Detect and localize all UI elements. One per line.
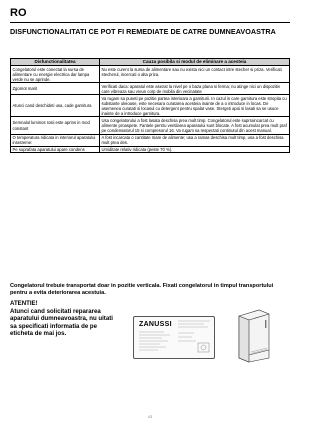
upright-freezer-illustration [235, 308, 271, 364]
solution-cell: A fost incarcata o cantitate mare de alimente; usa a ramas deschisa mult timp, usa a fost deschisa mult prea des. [100, 134, 290, 146]
header-rule [10, 22, 290, 23]
warning-block [10, 300, 120, 338]
solution-cell: Verificati daca: aparatul este asezat la nivel pe o baza plana si ferma; nu atinge nici un dispozitiv care vibreaza sau vreun corp de mobila din vecinatate [100, 83, 290, 95]
brand-logo: ZANUSSI [139, 321, 172, 328]
solution-cell: Umiditate relativ ridicata (peste 70 %). [100, 146, 290, 153]
table-row [11, 66, 290, 83]
problem-cell: Semnalul luminos rosii este aprins in mod constant [11, 117, 100, 134]
page-number: 43 [147, 414, 153, 419]
problem-cell: O temperatura ridicata in interiorul aparatului inrasreme: [11, 134, 100, 146]
column-header-problem: Disfunctionalitatea [11, 59, 100, 66]
table-row [11, 134, 290, 146]
table-row [11, 83, 290, 95]
solution-cell: Usa congelatorului a fost lasata deschisa prea mult timp. Congelatorul este suprraincarcat cu alimente proaspete. Fantele pentru ventilarea aparatului sunt blocate. A fost acumulat prea mult praf pe condensatorul 15 si compresorul 16. Va rugam sa respectati continutul din acest manual. [100, 117, 290, 134]
problem-cell: Pe suprafata aparatului apare condens [11, 146, 100, 153]
transport-paragraph: Congelatorul trebuie transportat doar in pozitie verticala. Fixati congelatorul in timpul transportului pentru a evita deteriorarea acestuia. [10, 283, 274, 296]
column-header-solution: Cauza posibila si modul de eliminare a acesteia [100, 59, 290, 66]
problem-cell: Congelatorul este conectat la sursa de alimentare cu energie electrica dar lampa verde nu se aprinde. [11, 66, 100, 83]
problem-cell: Zgomot marit [11, 83, 100, 95]
solution-cell: Nu este curent la sursa de alimentare sau nu exista nici un contact intre stecher si priza. Verificati stecherul, incercati o alta priza. [100, 66, 290, 83]
table-header-row [11, 59, 290, 66]
language-header: RO [10, 7, 27, 19]
troubleshooting-table [10, 58, 290, 153]
section-title: DISFUNCTIONALITATI CE POT FI REMEDIATE DE CATRE DUMNEAVOASTRA [10, 27, 276, 36]
solution-cell: Va rugam sa puneti pe pozitie partea interioara a garniturii. In cazul in care garnitura este stropita cu substante uleioase, este necesara curatarea acesteia inainte de a o introduce in locas. De asemenea curatati si locasul cu detergent pentru spalat vase. Stergeti apoi si lasati sa se usuce inainte de a introduce garnitura. [100, 95, 290, 117]
problem-cell: Atunci cand deschideti usa, cade garnitura [11, 95, 100, 117]
table-row [11, 146, 290, 153]
table-row [11, 95, 290, 117]
table-row [11, 117, 290, 134]
warning-text: Atunci cand solicitati repararea aparatului dumneavoastra, nu uitati sa specificati informatia de pe eticheta de mai jos. [10, 307, 113, 338]
rating-label-illustration [133, 316, 215, 359]
rating-label-lines-icon [134, 317, 214, 358]
warning-title: ATENTIE! [10, 300, 38, 307]
